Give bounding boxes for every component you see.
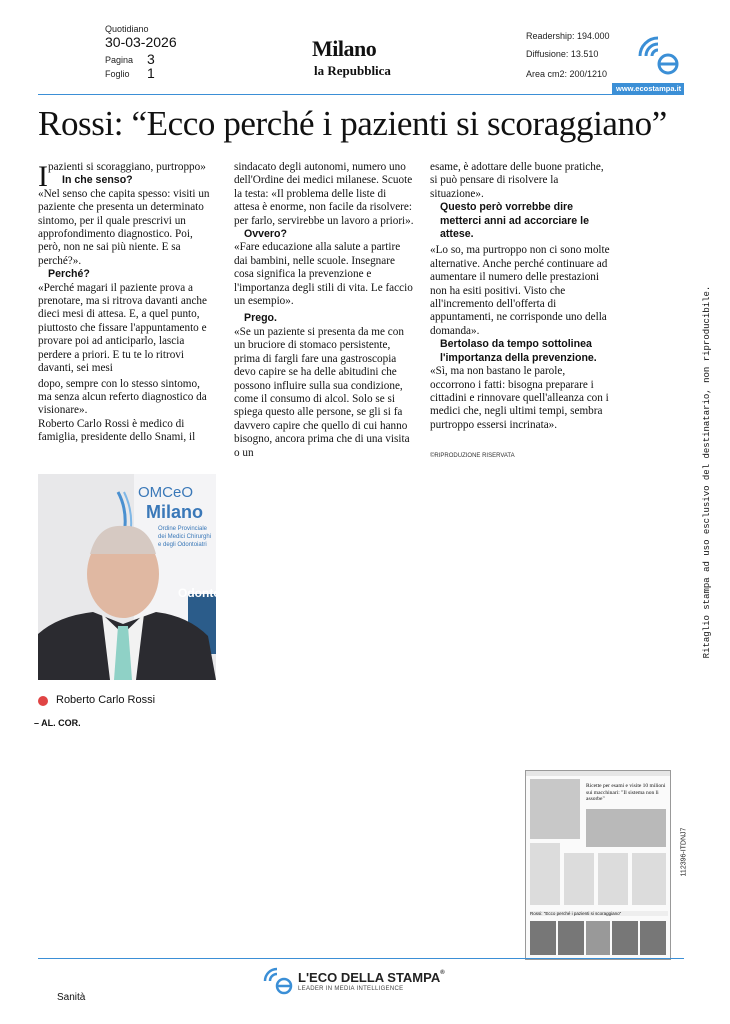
pagina-value: 3 <box>147 51 155 67</box>
foglio-label: Foglio <box>105 69 130 79</box>
question: In che senso? <box>62 174 133 187</box>
photo-sign-line-3: Ordine Provinciale <box>158 526 208 532</box>
article-column-2 <box>234 161 414 460</box>
section-label: Sanità <box>57 992 86 1003</box>
photo-sign-line-2: Milano <box>146 502 203 522</box>
photo-caption: Roberto Carlo Rossi <box>56 694 156 706</box>
thumb-highlight-photo <box>586 921 610 955</box>
paragraph: «Perché magari il paziente prova a prenotare, ma si ritrova davanti anche dieci mesi di attesa. E, a quel punto, piuttosto che fissare l'appuntamento e provare poi ad anticiparlo, lascia perdere a priori. E tu te lo ritrovi davanti, sei mesi <box>38 281 207 375</box>
thumb-text-col <box>632 853 666 905</box>
ecostampa-logo-icon <box>636 34 682 78</box>
paragraph: «Lo so, ma purtroppo non ci sono molte alternative. Anche perché continuare ad aumentare il numero delle prestazioni non ha esiti positivi. Visto che all'incremento dell'offerta di appuntamenti, ne corrisponde uno della domanda». <box>430 244 610 337</box>
masthead-paper: la Repubblica <box>314 63 391 78</box>
paragraph: pazienti si scoraggiano, purtroppo» <box>48 161 206 173</box>
thumb-highlight-col <box>640 921 666 955</box>
article-column-3 <box>430 161 610 464</box>
caption-bullet-icon <box>38 696 48 706</box>
footer-divider <box>38 958 684 959</box>
question: Bertolaso da tempo sottolinea l'importanza della prevenzione. <box>440 338 597 364</box>
footer-brand-text: L'ECO DELLA STAMPA <box>298 970 441 985</box>
article-column-1 <box>38 161 213 445</box>
paragraph: «Se un paziente si presenta da me con un bruciore di stomaco persistente, prima di fargli fare una gastroscopia devo capire se ha delle abitudini che possono influire sulla sua condizione, come il consumo di alcol. Solo se si spiega questo alle persone, se gli si fa davvero capire che quello di cui hanno bisogno, ancora prima che di una visita o un <box>234 325 410 459</box>
byline: – AL. COR. <box>34 718 81 728</box>
area-cm2: Area cm2: 200/1210 <box>526 69 608 79</box>
photo-sign-line-5: e degli Odontoiatri <box>158 542 207 548</box>
thumb-text-col <box>530 843 560 905</box>
foglio-value: 1 <box>147 65 155 81</box>
thumb-header <box>526 771 670 776</box>
masthead-city: Milano <box>312 36 377 61</box>
website-bar <box>612 83 684 94</box>
thumb-text-col <box>598 853 628 905</box>
pagina-label: Pagina <box>105 55 134 65</box>
question: Questo però vorrebbe dire metterci anni ad accorciare le attese. <box>440 201 589 241</box>
paragraph: «Nel senso che capita spesso: visiti un paziente che presenta un determinato sintomo, per il quale prescrivi un approfondimento diagnostico. Poi, però, non ne sai più niente. E sa perché?». <box>38 187 210 267</box>
photo-sign-line-1: OMCeO <box>138 484 194 501</box>
portrait-photo <box>38 474 224 680</box>
question: Perché? <box>48 268 90 281</box>
photo-sign-line-6: Odontoi <box>178 586 224 600</box>
copyright: ©RIPRODUZIONE RISERVATA <box>430 453 515 460</box>
thumb-bottom-title: Rossi: "Ecco perché i pazienti si scoraggiano" <box>530 911 668 916</box>
quotidiano-label: Quotidiano <box>105 24 149 34</box>
paragraph: «Fare educazione alla salute a partire dai bambini, nelle scuole. Insegnare cosa significa la prevenzione e l'importanza degli stili di vita. Le faccio un esempio». <box>234 241 413 308</box>
paragraph: sindacato degli autonomi, numero uno dell'Ordine dei medici milanese. Scuote la testa: «Il problema delle liste di attesa è enorme, non facile da risolvere: per farlo, servirebbe un lavoro a priori». <box>234 161 414 227</box>
headline: Rossi: “Ecco perché i pazienti si scoraggiano” <box>38 104 667 143</box>
page-thumbnail[interactable] <box>525 770 671 960</box>
dropcap: I <box>38 160 48 193</box>
readership: Readership: 194.000 <box>526 31 610 41</box>
eco-della-stampa-logo-icon <box>262 966 294 996</box>
paragraph: esame, è adottare delle buone pratiche, si può pensare di risolvere la situazione». <box>430 161 604 200</box>
footer-brand <box>298 970 445 985</box>
footer-tagline: LEADER IN MEDIA INTELLIGENCE <box>298 986 404 992</box>
website-link[interactable]: www.ecostampa.it <box>616 84 682 93</box>
thumb-photo-1 <box>530 779 580 839</box>
photo-sign-line-4: dei Medici Chirurghi <box>158 534 212 540</box>
paragraph: Roberto Carlo Rossi è medico di famiglia, presidente dello Snami, il <box>38 417 196 444</box>
thumb-highlight-col <box>558 921 584 955</box>
question: Ovvero? <box>244 228 287 241</box>
footer-brand-mark: ® <box>440 970 445 976</box>
side-notice: Ritaglio stampa ad uso esclusivo del destinatario, non riproducibile. <box>702 285 712 659</box>
thumb-text-col <box>564 853 594 905</box>
paragraph: dopo, sempre con lo stesso sintomo, ma senza alcun referto diagnostico da visionare». <box>38 377 207 417</box>
header-divider <box>38 94 684 95</box>
issue-date: 30-03-2026 <box>105 34 177 50</box>
thumb-photo-2 <box>586 809 666 847</box>
thumb-highlight-col <box>612 921 638 955</box>
diffusione: Diffusione: 13.510 <box>526 49 599 59</box>
thumb-headline: Ricette per esami e visite 10 milioni sui macchinari: "Il sistema non li assorbe" <box>586 783 666 802</box>
thumb-highlight-col <box>530 921 556 955</box>
side-code: 112396-ITDNJ7 <box>680 827 688 877</box>
question: Prego. <box>244 312 277 325</box>
paragraph: «Sì, ma non bastano le parole, occorrono i fatti: bisogna preparare i cittadini e rinnovare quell'alleanza con i medici che, negli ultimi tempi, sembra purtroppo essersi incrinata». <box>430 365 609 431</box>
